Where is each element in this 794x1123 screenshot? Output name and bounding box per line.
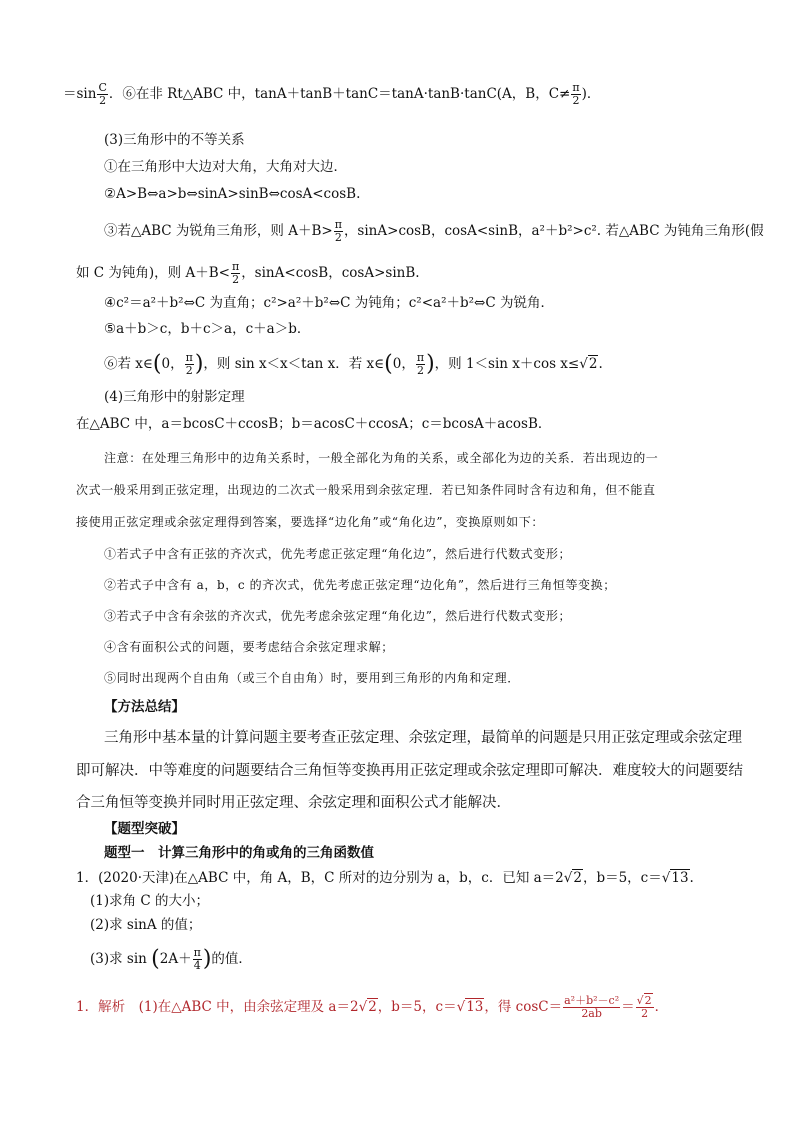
item-6: ⑥若 x∈(0， $\frac{\pi}{2}$ )，则 sin x＜x＜tan x．若 x∈(0， $\frac{\pi}{2}$ )，则 1＜sin x＋cos x≤√2. (104, 351, 603, 377)
note-line-3: 接使用正弦定理或余弦定理得到答案，要选择“边化角”或“角化边”，变换原则如下： (76, 515, 544, 529)
fraction-cosine-law: $\frac{\text{a²＋b²－c²}}{2ab}$ (564, 994, 620, 1020)
item-2: ②A>B⇔a>b⇔sinA>sinB⇔cosA<cosB. (104, 186, 361, 202)
projection-theorem: 在△ABC 中，a＝bcosC＋ccosB；b＝acosC＋ccosA；c＝bcosA＋acosB． (76, 416, 552, 432)
formula-line-1 (63, 82, 600, 107)
item-1: ①在三角形中大边对大角，大角对大边． (104, 159, 347, 175)
sqrt-13: √13 (661, 870, 689, 886)
note-line-1: 注意：在处理三角形中的边角关系时，一般全部化为角的关系，或全部化为边的关系．若出现边的一 (104, 451, 659, 465)
note-line-2: 次式一般采用到正弦定理，出现边的二次式一般采用到余弦定理．若已知条件同时含有边和角，但不能直 (76, 483, 656, 497)
fraction-pi-over-2: $\frac{\pi}{2}$ (231, 260, 240, 286)
sqrt-2: √2 (636, 994, 652, 1007)
fraction-c-over-2: $\frac{C}{2}$ (98, 81, 107, 107)
rule-5: ⑤同时出现两个自由角（或三个自由角）时，要用到三角形的内角和定理． (104, 671, 520, 685)
text-segment: ．⑥在非 Rt△ABC 中，tanA＋tanB＋tanC＝tanA·tanB·tanC(A，B，C≠ (108, 86, 571, 102)
method-summary-heading: 【方法总结】 (104, 699, 185, 715)
text-segment: ＝sin (63, 86, 97, 102)
question-1-part-3: (3)求 sin (2A＋ $\frac{\pi}{4}$ )的值． (90, 946, 252, 972)
fraction-sqrt2-over-2: $\frac{√2}{2}$ (636, 994, 652, 1020)
sqrt-2: √2 (358, 999, 377, 1015)
sqrt-2: √2 (579, 356, 598, 372)
rule-1: ①若式子中含有正弦的齐次式，优先考虑正弦定理“角化边”，然后进行代数式变形； (104, 547, 572, 561)
question-1-part-1: (1)求角 C 的大小； (90, 893, 210, 909)
fraction-pi-over-2: $\frac{\pi}{2}$ (572, 81, 580, 107)
rule-2: ②若式子中含有 a，b，c 的齐次式，优先考虑正弦定理“边化角”，然后进行三角恒等变换； (104, 578, 616, 592)
section-4-title: (4)三角形中的射影定理 (104, 389, 245, 405)
type-1-title: 题型一 计算三角形中的角或角的三角函数值 (104, 845, 374, 861)
item-4: ④c²＝a²＋b²⇔C 为直角；c²>a²＋b²⇔C 为钝角；c²<a²＋b²⇔C 为锐角． (104, 295, 554, 311)
sqrt-2: √2 (563, 870, 582, 886)
fraction-pi-over-4: $\frac{\pi}{4}$ (193, 946, 201, 972)
section-3-title: (3)三角形中的不等关系 (104, 132, 245, 148)
item-3-continued: 如 C 为钝角)，则 A＋B< $\frac{\pi}{2}$ ，sinA<cosB，cosA>sinB. (76, 260, 420, 286)
item-3: ③若△ABC 为锐角三角形，则 A＋B> $\frac{\pi}{2}$ ，sinA>cosB，cosA<sinB，a²＋b²>c². 若△ABC 为钝角三角形(假 (104, 218, 764, 244)
rule-3: ③若式子中含有余弦的齐次式，优先考虑余弦定理“角化边”，然后进行代数式变形； (104, 609, 572, 623)
fraction-pi-over-2: $\frac{\pi}{2}$ (185, 351, 193, 377)
item-5: ⑤a＋b＞c，b＋c＞a，c＋a＞b． (104, 321, 311, 337)
text-segment: )． (581, 86, 601, 102)
question-1-stem: 1．(2020·天津)在△ABC 中，角 A，B，C 所对的边分别为 a，b，c．已知 a＝2√2，b＝5，c＝√13. (76, 870, 694, 886)
question-1-part-2: (2)求 sinA 的值； (90, 917, 202, 933)
sqrt-13: √13 (456, 999, 484, 1015)
method-line-3: 合三角恒等变换并同时用正弦定理、余弦定理和面积公式才能解决． (76, 795, 511, 811)
answer-1: 1．解析 (1)在△ABC 中，由余弦定理及 a＝2√2，b＝5，c＝√13，得 cosC＝ $\frac{\text{a²＋b²－c²}}{2ab}$ ＝ $\frac{√2}{2}$ ． (76, 994, 669, 1020)
fraction-pi-over-2: $\frac{\pi}{2}$ (416, 351, 425, 377)
method-line-2: 即可解决．中等难度的问题要结合三角恒等变换再用正弦定理或余弦定理即可解决．难度较大的问题要结 (76, 763, 743, 779)
rule-4: ④含有面积公式的问题，要考虑结合余弦定理求解； (104, 640, 394, 654)
method-line-1: 三角形中基本量的计算问题主要考查正弦定理、余弦定理，最简单的问题是只用正弦定理或余弦定理 (104, 730, 742, 746)
question-type-heading: 【题型突破】 (104, 821, 185, 837)
fraction-pi-over-2: $\frac{\pi}{2}$ (334, 218, 342, 244)
